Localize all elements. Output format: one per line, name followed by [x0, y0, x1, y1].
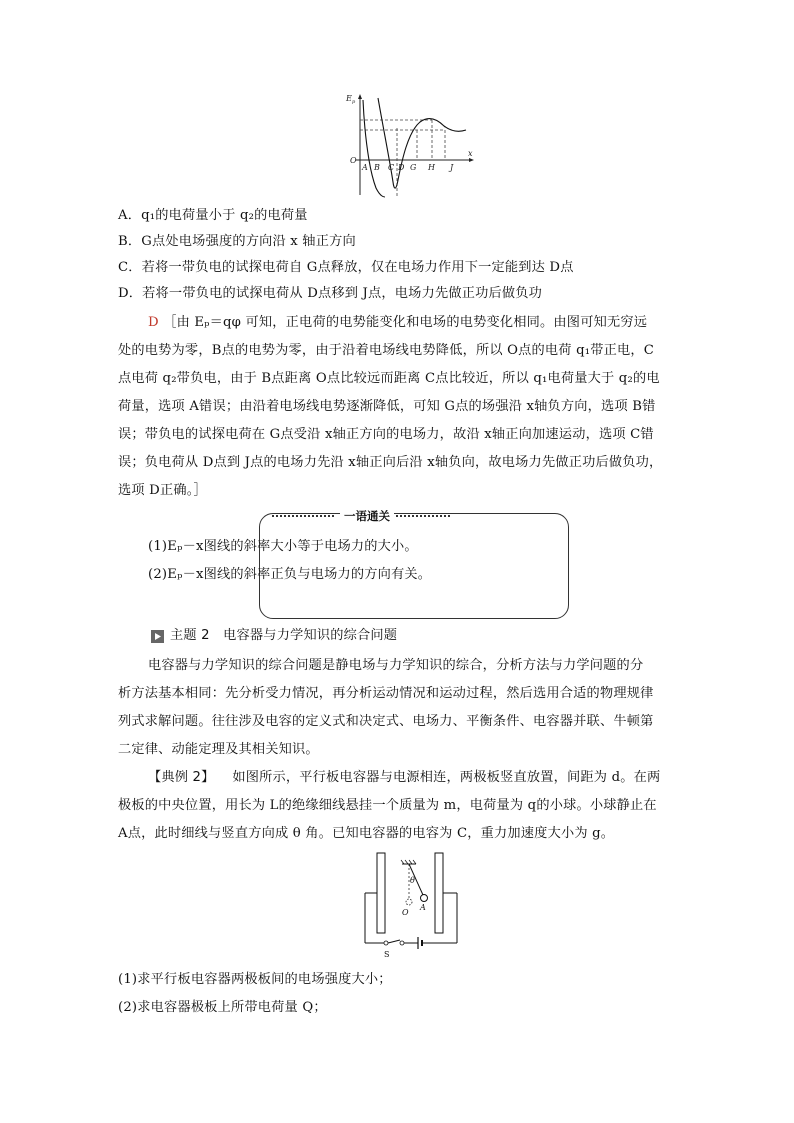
graph-ylabel-sub: p	[352, 99, 356, 105]
switch-label: S	[384, 950, 390, 959]
answer-line-6: 误；负电荷从 D点到 J点的电场力先沿 x轴正向后沿 x轴负向，故电场力先做正功后做负功，	[118, 455, 663, 470]
example2-first-line	[148, 768, 660, 788]
graph-point-a: A	[362, 163, 368, 172]
graph-point-c: C	[388, 163, 395, 172]
topic2-p4: 二定律、动能定理及其相关知识。	[118, 742, 319, 757]
topic2-heading: 主题 2 电容器与力学知识的综合问题	[170, 628, 398, 643]
answer-line-4: 荷量，选项 A错误；由沿着电场线电势逐渐降低，可知 G点的场强沿 x轴负方向，选项 B错	[118, 399, 656, 414]
answer-letter: D	[148, 315, 159, 330]
point-o-label: O	[402, 908, 409, 917]
graph-ylabel: E	[346, 94, 352, 103]
option-d: D．若将一带负电的试探电荷从 D点移到 J点，电场力先做正功后做负功	[118, 286, 543, 301]
capacitor-figure	[360, 845, 470, 960]
answer-line-5: 误；带负电的试探电荷在 G点受沿 x轴正方向的电场力，故沿 x轴正向加速运动，选项 C错	[118, 427, 654, 442]
option-b: B．G点处电场强度的方向沿 x 轴正方向	[118, 234, 356, 249]
topic2-p3: 列式求解问题。往往涉及电容的定义式和决定式、电场力、平衡条件、电容器并联、牛顿第	[118, 714, 654, 729]
example2-line-3: A点，此时细线与竖直方向成 θ 角。已知电容器的电容为 C，重力加速度大小为 g。	[118, 826, 615, 841]
answer-line-7: 选项 D正确。］	[118, 483, 207, 498]
topic2-p1: 电容器与力学知识的综合问题是静电场与力学知识的综合，分析方法与力学问题的分	[148, 658, 644, 673]
topic2-p2: 析方法基本相同：先分析受力情况，再分析运动情况和运动过程，然后选用合适的物理规律	[118, 686, 654, 701]
question-1: (1)求平行板电容器两极板间的电场强度大小；	[118, 972, 392, 987]
answer-first-line	[148, 313, 647, 333]
graph-point-g: G	[410, 163, 417, 172]
point-a-label: A	[420, 903, 426, 912]
graph-point-b: B	[374, 163, 380, 172]
theta-label: θ	[410, 876, 415, 885]
example2-line-1: 如图所示，平行板电容器与电源相连，两极板竖直放置，间距为 d。在两	[218, 770, 661, 785]
summary-dots-right	[392, 515, 450, 517]
graph-point-d: D	[398, 163, 405, 172]
example2-line-2: 极板的中央位置，用长为 L的绝缘细线悬挂一个质量为 m，电荷量为 q的小球。小球静止在	[118, 798, 657, 813]
option-a: A．q₁的电荷量小于 q₂的电荷量	[118, 208, 308, 223]
summary-title: 一语通关	[340, 508, 394, 524]
graph-point-h: H	[428, 163, 435, 172]
summary-item-2: (2)Eₚ－x图线的斜率正负与电场力的方向有关。	[148, 567, 432, 582]
answer-line-2: 处的电势为零，B点的电势为零，由于沿着电场线电势降低，所以 O点的电荷 q₁带正电，C	[118, 343, 655, 358]
ep-x-graph	[340, 92, 480, 198]
topic-play-icon	[151, 630, 164, 643]
graph-point-j: J	[450, 163, 454, 172]
answer-line-1: ［由 Eₚ＝qφ 可知，正电荷的电势能变化和电场的电势变化相同。由图可知无穷远	[163, 315, 648, 330]
answer-line-3: 点电荷 q₂带负电，由于 B点距离 O点比较远而距离 C点比较近，所以 q₁电荷量大于 q₂的电	[118, 371, 660, 386]
graph-origin: O	[350, 156, 357, 165]
summary-dots-left	[272, 515, 334, 517]
example2-label: 【典例 2】	[148, 770, 215, 785]
question-2: (2)求电容器极板上所带电荷量 Q；	[118, 1000, 327, 1015]
option-c: C．若将一带负电的试探电荷自 G点释放，仅在电场力作用下一定能到达 D点	[118, 260, 574, 275]
summary-item-1: (1)Eₚ－x图线的斜率大小等于电场力的大小。	[148, 539, 418, 554]
graph-xlabel: x	[468, 149, 473, 158]
